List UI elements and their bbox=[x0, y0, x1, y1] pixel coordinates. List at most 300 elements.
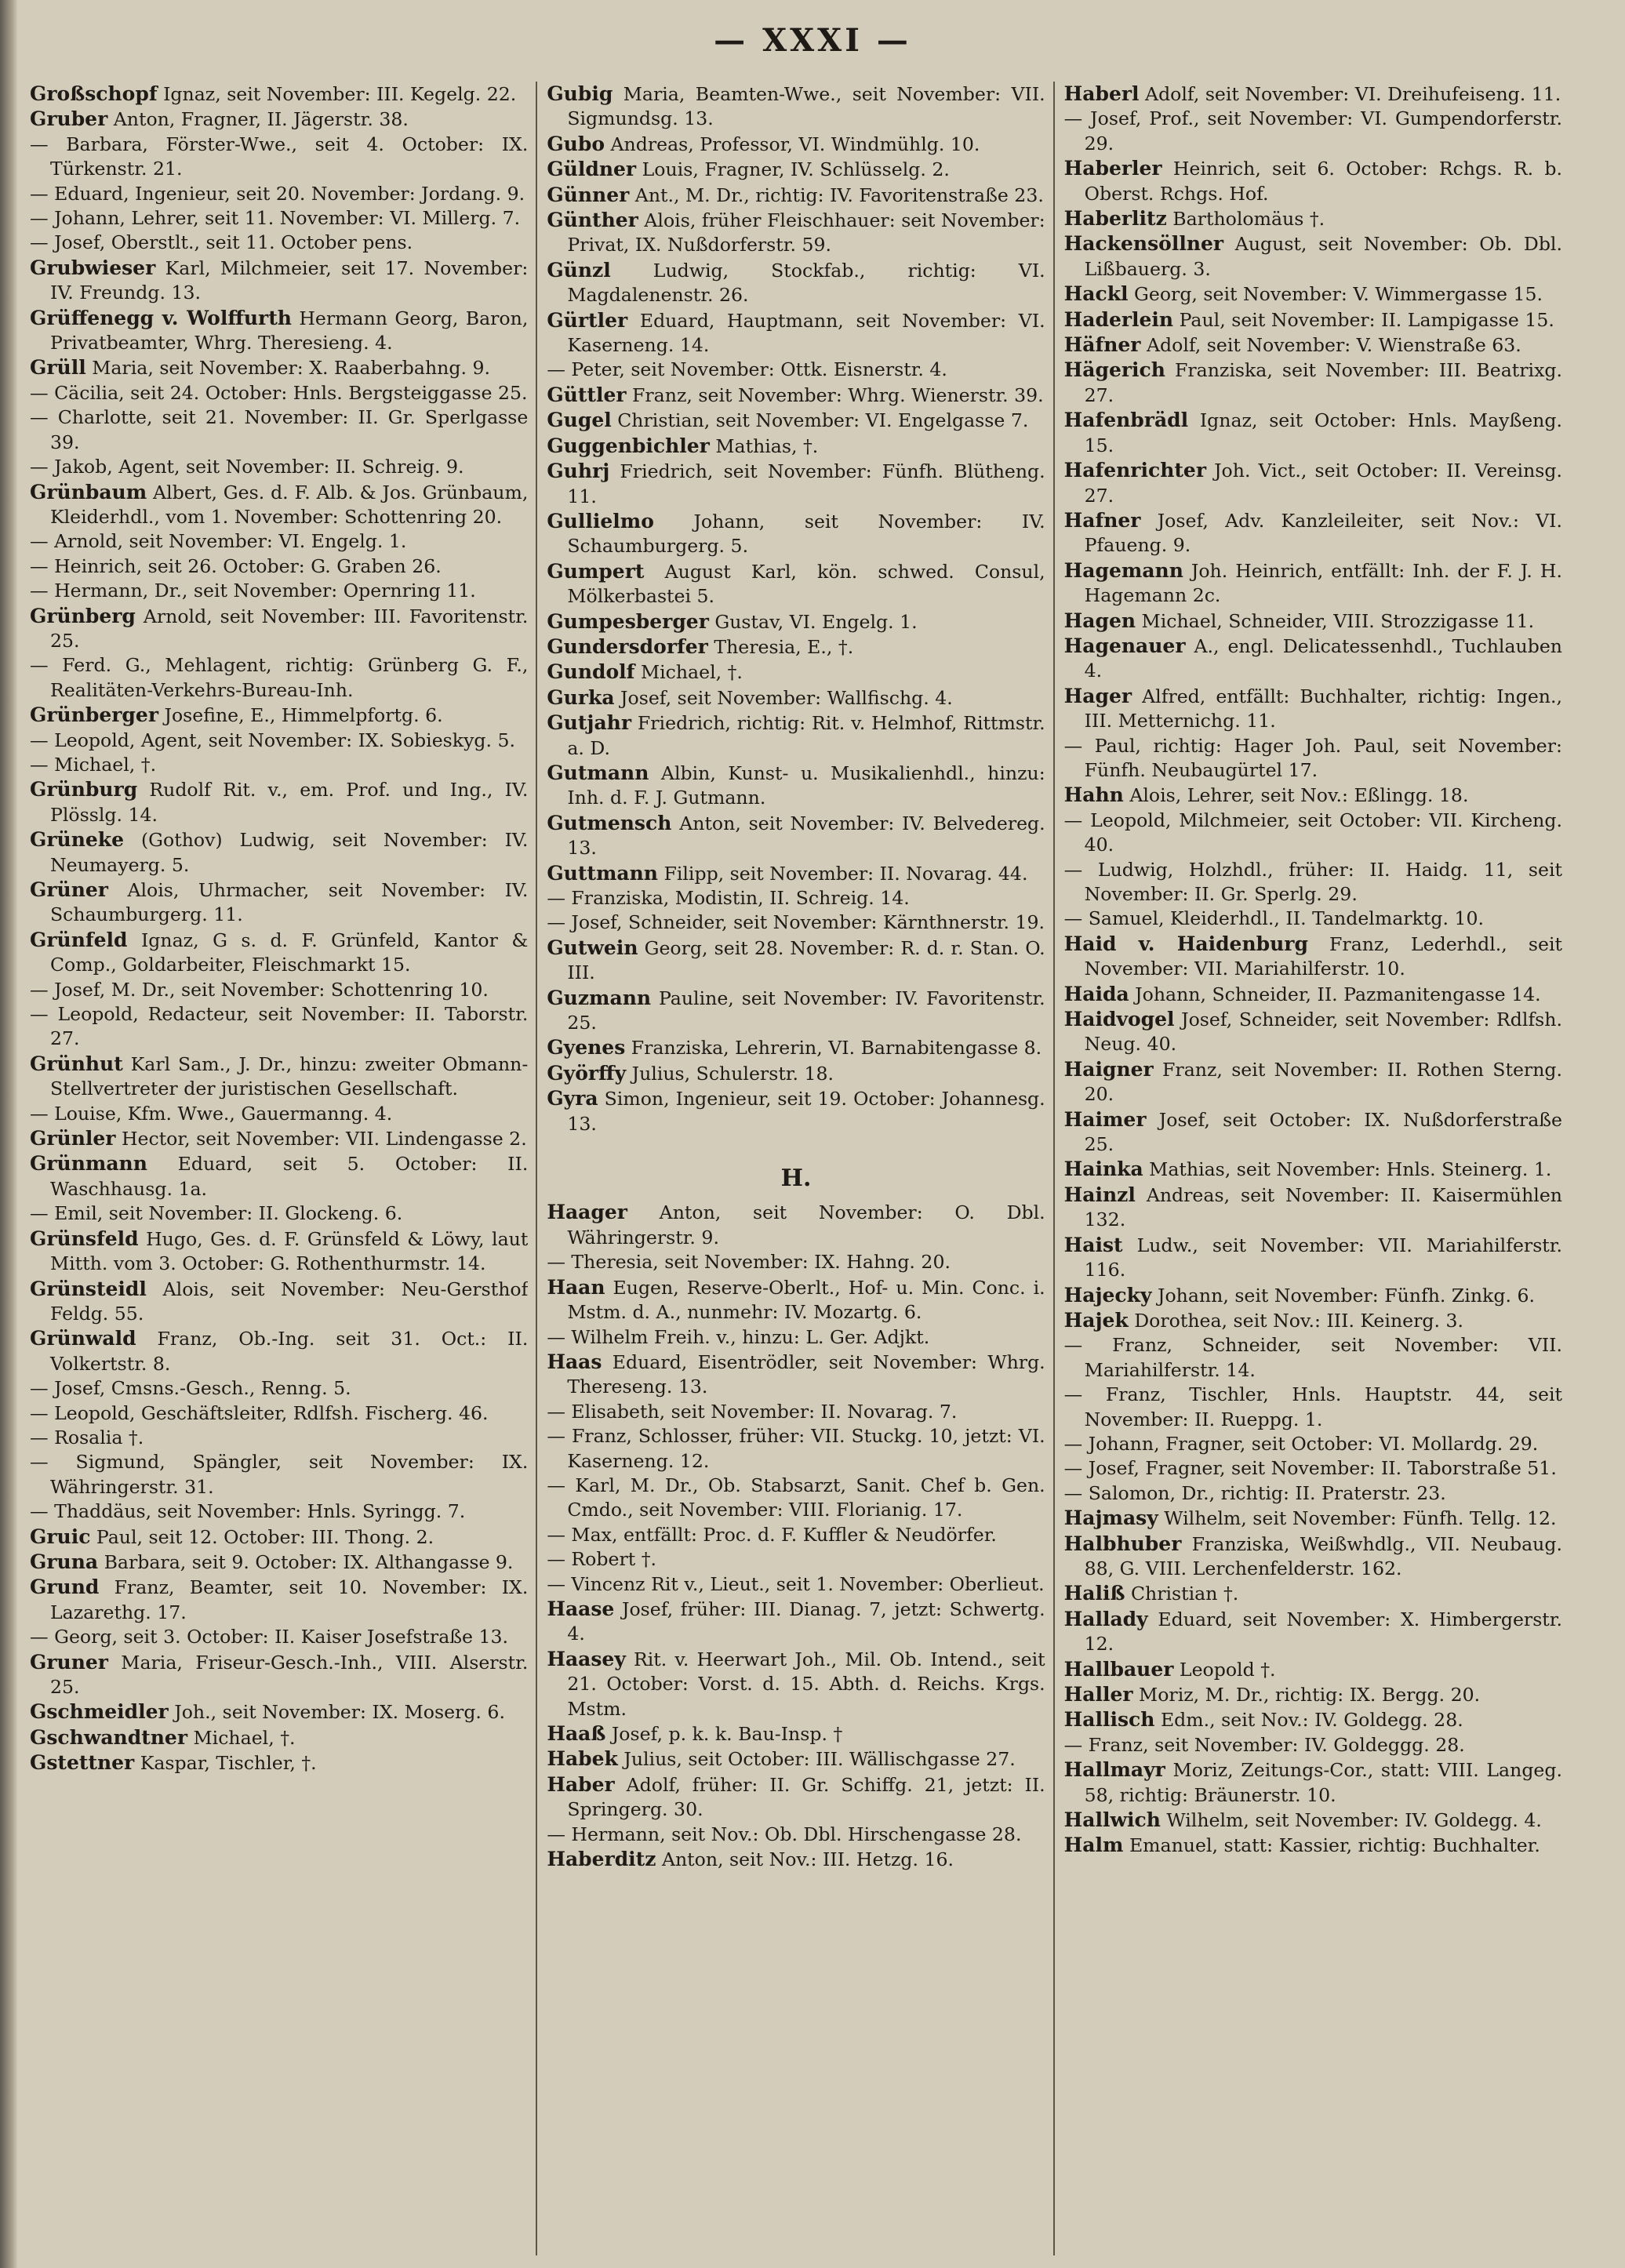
directory-entry bbox=[1063, 1456, 1562, 1481]
directory-entry bbox=[547, 1250, 1045, 1274]
entry-surname: Grünmann bbox=[30, 1152, 147, 1176]
entry-details: Anton, seit November: IV. Belvedereg. 13. bbox=[567, 812, 1045, 860]
entry-surname: Gundersdorfer bbox=[547, 634, 708, 658]
directory-entry bbox=[30, 1002, 529, 1052]
directory-entry bbox=[547, 383, 1045, 408]
entry-surname: Grünwald bbox=[30, 1327, 136, 1350]
entry-details: — Louise, Kfm. Wwe., Gauermanng. 4. bbox=[30, 1102, 393, 1125]
directory-entry bbox=[547, 1061, 1045, 1086]
directory-entry bbox=[547, 434, 1045, 459]
directory-entry bbox=[547, 358, 1045, 382]
entry-details: — Theresia, seit November: IX. Hahng. 20. bbox=[547, 1251, 951, 1274]
entry-details: — Franz, Schlosser, früher: VII. Stuckg. 10, jetzt: VI. Kaserneng. 12. bbox=[547, 1425, 1045, 1472]
entry-details: Alfred, entfällt: Buchhalter, richtig: Ingen., III. Metternichg. 11. bbox=[1084, 685, 1562, 732]
directory-entry bbox=[1063, 558, 1562, 609]
directory-entry bbox=[547, 761, 1045, 811]
entry-surname: Haigner bbox=[1063, 1057, 1154, 1081]
entry-details: Maria, Friseur-Gesch.-Inh., VIII. Alserstr. 25. bbox=[50, 1651, 529, 1698]
directory-entry bbox=[1063, 684, 1562, 734]
entry-details: Adolf, seit November: VI. Dreihufeiseng. 11. bbox=[1145, 83, 1561, 105]
entry-surname: Haberl bbox=[1063, 82, 1140, 105]
entry-details: — Peter, seit November: Ottk. Eisnerstr. 4. bbox=[547, 358, 947, 381]
section-heading: H. bbox=[780, 1165, 812, 1193]
entry-surname: Haase bbox=[547, 1597, 615, 1620]
directory-entry bbox=[547, 1200, 1045, 1250]
entry-details: Ludw., seit November: VII. Mariahilferstr. 116. bbox=[1084, 1234, 1562, 1281]
directory-entry bbox=[1063, 734, 1562, 783]
directory-entry bbox=[547, 1275, 1045, 1325]
directory-entry bbox=[30, 231, 528, 255]
directory-entry bbox=[547, 1474, 1045, 1523]
entry-details: Joh., seit November: IX. Moserg. 6. bbox=[174, 1701, 505, 1724]
directory-entry bbox=[30, 82, 528, 107]
entry-surname: Guggenbichler bbox=[547, 434, 710, 457]
entry-details: A., engl. Delicatessenhdl., Tuchlauben 4. bbox=[1084, 634, 1562, 682]
directory-entry bbox=[547, 82, 1045, 132]
directory-entry bbox=[1063, 1432, 1562, 1456]
directory-entry bbox=[1063, 1833, 1562, 1858]
entry-surname: Habek bbox=[547, 1747, 618, 1771]
entry-surname: Grüneke bbox=[30, 828, 125, 852]
directory-entry bbox=[1063, 783, 1562, 808]
column-1 bbox=[30, 82, 528, 2255]
entry-details: Franz, seit November: II. Rothen Sterng. 20. bbox=[1084, 1058, 1562, 1106]
entry-surname: Günther bbox=[547, 209, 638, 232]
entry-details: Josefine, E., Himmelpfortg. 6. bbox=[164, 704, 443, 727]
entry-surname: Großschopf bbox=[30, 82, 158, 105]
entry-details: Johann, Schneider, II. Pazmanitengasse 14. bbox=[1135, 983, 1541, 1005]
entry-details: Franz, seit November: Whrg. Wienerstr. 39. bbox=[632, 383, 1044, 406]
entry-surname: Hahn bbox=[1063, 783, 1124, 807]
entry-surname: Hallmayr bbox=[1063, 1758, 1165, 1782]
directory-entry bbox=[1063, 1607, 1562, 1657]
entry-details: Wilhelm, seit November: IV. Goldegg. 4. bbox=[1166, 1809, 1542, 1832]
entry-details: Josef, früher: III. Dianag. 7, jetzt: Schwertg. 4. bbox=[567, 1597, 1045, 1645]
directory-entry bbox=[30, 878, 529, 928]
entry-surname: Haberlitz bbox=[1063, 207, 1167, 231]
entry-details: Michael, Schneider, VIII. Strozzigasse 11. bbox=[1141, 609, 1535, 632]
entry-details: Hermann Georg, Baron, Privatbeamter, Whrg. Theresieng. 4. bbox=[50, 307, 529, 354]
entry-details: Albert, Ges. d. F. Alb. & Jos. Grünbaum, Kleiderhdl., vom 1. November: Schottenring 20. bbox=[50, 481, 529, 528]
entry-details: — Leopold, Geschäftsleiter, Rdlfsh. Fischerg. 46. bbox=[30, 1401, 489, 1424]
entry-details: — Sigmund, Spängler, seit November: IX. Währingerstr. 31. bbox=[30, 1451, 529, 1498]
entry-details: Gustav, VI. Engelg. 1. bbox=[714, 610, 918, 633]
entry-surname: Haimer bbox=[1063, 1107, 1147, 1131]
directory-entry bbox=[547, 157, 1045, 182]
directory-entry bbox=[547, 183, 1045, 208]
directory-entry bbox=[547, 811, 1045, 861]
entry-details: Franziska, Weißwhdlg., VII. Neubaug. 88, G. VIII. Lerchenfelderstr. 162. bbox=[1084, 1532, 1562, 1579]
entry-details: — Heinrich, seit 26. October: G. Graben 26. bbox=[30, 554, 442, 577]
directory-entry bbox=[30, 1401, 528, 1426]
entry-details: Moriz, Zeitungs-Cor., statt: VIII. Langeg. 58, richtig: Bräunerstr. 10. bbox=[1084, 1759, 1562, 1806]
entry-details: — Ludwig, Holzhdl., früher: II. Haidg. 11, seit November: II. Gr. Sperlg. 29. bbox=[1063, 858, 1562, 905]
entry-surname: Gubig bbox=[547, 82, 613, 105]
directory-entry bbox=[547, 1647, 1045, 1721]
entry-surname: Grünsfeld bbox=[30, 1227, 139, 1250]
entry-surname: Hafenrichter bbox=[1063, 459, 1207, 482]
directory-entry bbox=[30, 753, 528, 777]
entry-details: — Hermann, seit Nov.: Ob. Dbl. Hirschengasse 28. bbox=[547, 1823, 1022, 1845]
entry-details: Josef, Adv. Kanzleileiter, seit Nov.: VI. Pfaueng. 9. bbox=[1084, 509, 1562, 557]
entry-surname: Hallbauer bbox=[1063, 1657, 1174, 1681]
entry-details: Simon, Ingenieur, seit 19. October: Johannesg. 13. bbox=[567, 1088, 1045, 1135]
entry-surname: Haberditz bbox=[547, 1848, 656, 1871]
entry-details: Alois, Uhrmacher, seit November: IV. Schaumburgerg. 11. bbox=[50, 879, 529, 926]
entry-surname: Haberler bbox=[1063, 157, 1162, 180]
directory-entry bbox=[1063, 1107, 1562, 1158]
entry-details: Anton, seit Nov.: III. Hetzg. 16. bbox=[661, 1848, 954, 1871]
entry-details: — Max, entfällt: Proc. d. F. Kuffler & Neudörfer. bbox=[547, 1523, 997, 1546]
entry-details: Alois, Lehrer, seit Nov.: Eßlingg. 18. bbox=[1129, 784, 1469, 807]
directory-entry bbox=[1063, 907, 1562, 931]
directory-entry bbox=[1063, 634, 1562, 684]
entry-details: — Josef, M. Dr., seit November: Schottenring 10. bbox=[30, 978, 489, 1001]
entry-surname: Grubwieser bbox=[30, 256, 156, 279]
entry-surname: Haager bbox=[547, 1201, 627, 1224]
entry-details: — Charlotte, seit 21. November: II. Gr. Sperlgasse 39. bbox=[30, 406, 529, 453]
entry-surname: Gullielmo bbox=[547, 509, 654, 532]
entry-details: Michael, †. bbox=[193, 1726, 296, 1749]
entry-surname: Grüner bbox=[30, 878, 108, 901]
entry-details: — Franziska, Modistin, II. Schreig. 14. bbox=[547, 887, 910, 909]
entry-details: Ignaz, seit November: III. Kegelg. 22. bbox=[163, 83, 517, 105]
directory-entry bbox=[547, 1424, 1045, 1474]
entry-surname: Gutmann bbox=[547, 761, 649, 784]
entry-surname: Grüffenegg v. Wolffurth bbox=[30, 306, 292, 329]
entry-details: — Franz, seit November: IV. Goldeggg. 28. bbox=[1063, 1733, 1465, 1756]
entry-details: — Cäcilia, seit 24. October: Hnls. Bergsteiggasse 25. bbox=[30, 381, 528, 404]
entry-surname: Grünler bbox=[30, 1127, 116, 1150]
entry-details: Bartholomäus †. bbox=[1172, 208, 1325, 231]
entry-surname: Gubo bbox=[547, 132, 605, 155]
entry-details: Alois, früher Fleischhauer: seit November: Privat, IX. Nußdorferstr. 59. bbox=[567, 209, 1045, 256]
entry-details: — Robert †. bbox=[547, 1548, 657, 1571]
entry-surname: Gugel bbox=[547, 409, 612, 432]
entry-surname: Hackensöllner bbox=[1063, 232, 1224, 256]
directory-entry bbox=[547, 660, 1045, 685]
directory-entry bbox=[547, 861, 1045, 886]
directory-entry bbox=[547, 459, 1045, 509]
column-3 bbox=[1053, 82, 1562, 2255]
entry-surname: Györffy bbox=[547, 1061, 627, 1085]
entry-details: Josef, Schneider, seit November: Rdlfsh. Neug. 40. bbox=[1084, 1009, 1562, 1056]
entry-details: Franziska, seit November: III. Beatrixg. 27. bbox=[1084, 359, 1562, 406]
entry-details: Moriz, M. Dr., richtig: IX. Bergg. 20. bbox=[1139, 1684, 1481, 1706]
entry-surname: Grünbaum bbox=[30, 480, 147, 503]
directory-entry bbox=[30, 1126, 528, 1151]
entry-details: — Wilhelm Freih. v., hinzu: L. Ger. Adjkt. bbox=[547, 1325, 930, 1348]
directory-entry bbox=[1063, 1308, 1562, 1333]
directory-entry bbox=[1063, 1506, 1562, 1531]
directory-entry bbox=[1063, 1007, 1562, 1057]
entry-surname: Haliß bbox=[1063, 1582, 1125, 1605]
columns-container bbox=[30, 82, 1562, 2255]
directory-entry bbox=[547, 1523, 1045, 1547]
directory-entry bbox=[30, 1326, 529, 1376]
directory-entry bbox=[547, 559, 1045, 609]
directory-entry bbox=[30, 355, 528, 380]
entry-details: Josef, seit November: Wallfischg. 4. bbox=[620, 686, 953, 709]
entry-details: Andreas, seit November: II. Kaisermühlen 132. bbox=[1084, 1183, 1562, 1231]
directory-entry bbox=[1063, 1682, 1562, 1707]
entry-details: Andreas, Professor, VI. Windmühlg. 10. bbox=[610, 133, 980, 155]
directory-entry bbox=[1063, 1808, 1562, 1833]
entry-details: (Gothov) Ludwig, seit November: IV. Neumayerg. 5. bbox=[50, 829, 529, 876]
entry-surname: Haller bbox=[1063, 1683, 1133, 1706]
directory-entry bbox=[547, 609, 1045, 634]
entry-surname: Haist bbox=[1063, 1233, 1123, 1256]
entry-details: Ignaz, G s. d. F. Grünfeld, Kantor & Comp., Goldarbeiter, Fleischmarkt 15. bbox=[50, 929, 529, 976]
directory-entry bbox=[547, 1350, 1045, 1400]
directory-entry bbox=[547, 1823, 1045, 1847]
directory-entry bbox=[30, 604, 529, 654]
directory-entry bbox=[30, 133, 529, 182]
directory-entry bbox=[30, 1575, 529, 1625]
entry-details: Leopold †. bbox=[1179, 1658, 1276, 1681]
entry-surname: Haber bbox=[547, 1772, 615, 1796]
entry-details: — Salomon, Dr., richtig: II. Praterstr. 23. bbox=[1063, 1481, 1446, 1504]
entry-surname: Halm bbox=[1063, 1834, 1124, 1857]
entry-details: Friedrich, seit November: Fünfh. Blütheng. 11. bbox=[567, 460, 1045, 507]
directory-entry bbox=[30, 1277, 529, 1327]
entry-details: Franz, Lederhdl., seit November: VII. Mariahilferstr. 10. bbox=[1084, 932, 1562, 980]
directory-entry bbox=[30, 928, 529, 978]
directory-entry bbox=[30, 554, 528, 579]
entry-details: Dorothea, seit Nov.: III. Keinerg. 3. bbox=[1134, 1309, 1463, 1332]
directory-entry bbox=[547, 910, 1045, 935]
directory-entry bbox=[30, 256, 529, 306]
entry-surname: Grünsteidl bbox=[30, 1277, 147, 1300]
entry-surname: Hager bbox=[1063, 684, 1132, 707]
entry-surname: Grünfeld bbox=[30, 928, 128, 951]
entry-details: — Paul, richtig: Hager Joh. Paul, seit November: Fünfh. Neubaugürtel 17. bbox=[1063, 734, 1562, 781]
entry-surname: Gschmeidler bbox=[30, 1700, 169, 1724]
entry-surname: Grünberg bbox=[30, 604, 136, 627]
entry-surname: Günzl bbox=[547, 258, 611, 282]
entry-details: Maria, Beamten-Wwe., seit November: VII. Sigmundsg. 13. bbox=[567, 83, 1045, 130]
directory-entry bbox=[547, 1086, 1045, 1136]
entry-surname: Gruber bbox=[30, 107, 108, 131]
entry-details: Louis, Fragner, IV. Schlüsselg. 2. bbox=[642, 158, 950, 181]
directory-entry bbox=[547, 1847, 1045, 1872]
entry-surname: Guhrj bbox=[547, 460, 610, 483]
entry-details: — Eduard, Ingenieur, seit 20. November: Jordang. 9. bbox=[30, 182, 525, 205]
entry-surname: Hainka bbox=[1063, 1158, 1143, 1181]
entry-details: Adolf, seit November: V. Wienstraße 63. bbox=[1146, 334, 1521, 357]
entry-details: — Franz, Tischler, Hnls. Hauptstr. 44, seit November: II. Rueppg. 1. bbox=[1063, 1383, 1562, 1430]
directory-entry bbox=[1063, 408, 1562, 458]
entry-details: Albin, Kunst- u. Musikalienhdl., hinzu: Inh. d. F. J. Gutmann. bbox=[567, 761, 1045, 809]
directory-entry bbox=[30, 653, 529, 703]
directory-entry bbox=[1063, 1707, 1562, 1732]
directory-entry bbox=[30, 1450, 529, 1499]
directory-entry bbox=[547, 1325, 1045, 1350]
directory-entry bbox=[1063, 1283, 1562, 1308]
directory-entry bbox=[30, 1376, 528, 1401]
entry-surname: Hägerich bbox=[1063, 358, 1165, 382]
directory-entry bbox=[30, 455, 528, 479]
directory-entry bbox=[547, 208, 1045, 258]
entry-details: Rit. v. Heerwart Joh., Mil. Ob. Intend., seit 21. October: Vorst. d. 15. Abth. d. Reichs. Krgs. Mstm. bbox=[567, 1648, 1045, 1720]
directory-entry bbox=[30, 1227, 529, 1277]
entry-details: Johann, seit November: Fünfh. Zinkg. 6. bbox=[1158, 1284, 1535, 1307]
entry-surname: Häfner bbox=[1063, 333, 1141, 357]
directory-entry bbox=[30, 1201, 528, 1226]
entry-details: Karl, Milchmeier, seit 17. November: IV. Freundg. 13. bbox=[50, 256, 529, 304]
directory-entry bbox=[1063, 858, 1562, 907]
directory-entry bbox=[1063, 82, 1562, 107]
entry-surname: Guttmann bbox=[547, 861, 658, 885]
entry-surname: Hagemann bbox=[1063, 558, 1183, 582]
directory-entry bbox=[547, 132, 1045, 157]
entry-surname: Hajek bbox=[1063, 1308, 1129, 1332]
entry-details: Christian †. bbox=[1130, 1583, 1239, 1605]
entry-details: Mathias, †. bbox=[715, 434, 819, 457]
entry-details: Rudolf Rit. v., em. Prof. und Ing., IV. Plösslg. 14. bbox=[50, 779, 529, 826]
entry-surname: Gyenes bbox=[547, 1036, 626, 1059]
entry-details: Michael, †. bbox=[640, 661, 743, 684]
entry-details: Heinrich, seit 6. October: Rchgs. R. b. Oberst. Rchgs. Hof. bbox=[1084, 158, 1562, 205]
directory-entry bbox=[547, 258, 1045, 308]
directory-entry bbox=[1063, 1157, 1562, 1182]
entry-details: — Josef, Cmsns.-Gesch., Renng. 5. bbox=[30, 1377, 351, 1400]
directory-entry bbox=[547, 1597, 1045, 1647]
directory-entry bbox=[30, 1550, 528, 1575]
directory-entry bbox=[30, 1102, 528, 1126]
entry-details: — Leopold, Agent, seit November: IX. Sobieskyg. 5. bbox=[30, 729, 516, 751]
entry-surname: Hackl bbox=[1063, 282, 1129, 306]
entry-surname: Gurka bbox=[547, 685, 615, 709]
directory-entry bbox=[30, 703, 528, 728]
entry-details: — Leopold, Milchmeier, seit October: VII. Kircheng. 40. bbox=[1063, 809, 1562, 856]
entry-details: Georg, seit November: V. Wimmergasse 15. bbox=[1134, 283, 1543, 306]
entry-surname: Hallisch bbox=[1063, 1708, 1155, 1732]
directory-entry bbox=[30, 480, 529, 530]
entry-details: Pauline, seit November: IV. Favoritenstr. 25. bbox=[567, 987, 1045, 1034]
directory-entry bbox=[30, 729, 528, 753]
entry-details: Eduard, seit November: X. Himbergerstr. 12. bbox=[1084, 1608, 1562, 1656]
entry-surname: Grüll bbox=[30, 356, 86, 380]
entry-details: — Jakob, Agent, seit November: II. Schreig. 9. bbox=[30, 456, 464, 478]
directory-entry bbox=[1063, 932, 1562, 982]
entry-surname: Haasey bbox=[547, 1647, 626, 1670]
entry-details: Mathias, seit November: Hnls. Steinerg. 1. bbox=[1149, 1158, 1552, 1181]
entry-surname: Gyra bbox=[547, 1087, 598, 1110]
directory-entry bbox=[30, 777, 529, 827]
entry-details: Karl Sam., J. Dr., hinzu: zweiter Obmann-Stellvertreter der juristischen Gesellschaft. bbox=[50, 1052, 529, 1100]
entry-surname: Grünberger bbox=[30, 703, 158, 727]
entry-details: Eugen, Reserve-Oberlt., Hof- u. Min. Conc. i. Mstm. d. A., nunmehr: IV. Mozartg. 6. bbox=[567, 1276, 1045, 1324]
entry-details: Eduard, Hauptmann, seit November: VI. Kaserneng. 14. bbox=[567, 309, 1045, 357]
directory-entry bbox=[30, 1151, 529, 1201]
directory-entry bbox=[1063, 809, 1562, 858]
entry-details: Franz, Beamter, seit 10. November: IX. Lazarethg. 17. bbox=[50, 1576, 529, 1623]
entry-details: Kaspar, Tischler, †. bbox=[140, 1752, 317, 1775]
entry-surname: Hagen bbox=[1063, 609, 1136, 632]
entry-details: Hector, seit November: VII. Lindengasse 2. bbox=[121, 1128, 527, 1150]
entry-surname: Haidvogel bbox=[1063, 1008, 1175, 1031]
entry-details: Edm., seit Nov.: IV. Goldegg. 28. bbox=[1160, 1709, 1463, 1732]
entry-surname: Grund bbox=[30, 1576, 100, 1599]
directory-entry bbox=[30, 1625, 528, 1649]
entry-surname: Hajmasy bbox=[1063, 1507, 1158, 1530]
entry-surname: Gundolf bbox=[547, 660, 635, 684]
directory-entry bbox=[30, 827, 529, 878]
directory-entry bbox=[1063, 1757, 1562, 1808]
entry-details: — Georg, seit 3. October: II. Kaiser Josefstraße 13. bbox=[30, 1626, 509, 1648]
entry-surname: Haaß bbox=[547, 1722, 606, 1745]
entry-details: Filipp, seit November: II. Novarag. 44. bbox=[663, 862, 1028, 885]
entry-surname: Güttler bbox=[547, 383, 627, 406]
entry-surname: Hafner bbox=[1063, 508, 1141, 532]
entry-surname: Haan bbox=[547, 1275, 605, 1299]
directory-entry bbox=[1063, 282, 1562, 307]
entry-details: Ignaz, seit October: Hnls. Mayßeng. 15. bbox=[1084, 409, 1562, 456]
entry-details: — Vincenz Rit v., Lieut., seit 1. November: Oberlieut. bbox=[547, 1572, 1045, 1595]
directory-entry bbox=[547, 1400, 1045, 1424]
entry-surname: Güldner bbox=[547, 158, 637, 181]
entry-details: Arnold, seit November: III. Favoritenstr. 25. bbox=[50, 605, 529, 652]
entry-details: — Franz, Schneider, seit November: VII. Mariahilferstr. 14. bbox=[1063, 1334, 1562, 1381]
directory-entry bbox=[1063, 1057, 1562, 1107]
directory-entry bbox=[30, 1052, 529, 1102]
entry-details: Alois, seit November: Neu-Gersthof Feldg. 55. bbox=[50, 1278, 529, 1325]
entry-details: Eduard, seit 5. October: II. Waschhausg. 1a. bbox=[50, 1153, 529, 1200]
entry-details: Paul, seit November: II. Lampigasse 15. bbox=[1179, 308, 1554, 331]
entry-details: — Rosalia †. bbox=[30, 1426, 144, 1448]
directory-entry bbox=[30, 107, 528, 132]
entry-details: Christian, seit November: VI. Engelgasse 7. bbox=[617, 409, 1029, 432]
entry-surname: Günner bbox=[547, 183, 630, 206]
entry-details: — Ferd. G., Mehlagent, richtig: Grünberg G. F., Realitäten-Verkehrs-Bureau-Inh. bbox=[30, 654, 529, 701]
entry-surname: Gstettner bbox=[30, 1751, 135, 1775]
entry-details: Maria, seit November: X. Raaberbahng. 9. bbox=[92, 357, 490, 380]
entry-details: Franz, Ob.-Ing. seit 31. Oct.: II. Volkertstr. 8. bbox=[50, 1328, 529, 1375]
entry-details: Josef, p. k. k. Bau-Insp. † bbox=[611, 1723, 843, 1745]
entry-details: Georg, seit 28. November: R. d. r. Stan. O. III. bbox=[567, 936, 1045, 984]
entry-details: — Michael, †. bbox=[30, 753, 157, 776]
entry-details: — Thaddäus, seit November: Hnls. Syringg. 7. bbox=[30, 1500, 466, 1523]
directory-entry bbox=[547, 936, 1045, 986]
directory-entry bbox=[30, 1525, 528, 1550]
entry-details: Joh. Heinrich, entfällt: Inh. der F. J. H. Hagemann 2c. bbox=[1084, 559, 1562, 607]
directory-entry bbox=[547, 1547, 1045, 1572]
entry-details: — Josef, Schneider, seit November: Kärnthnerstr. 19. bbox=[547, 911, 1045, 934]
entry-details: — Josef, Prof., seit November: VI. Gumpendorferstr. 29. bbox=[1063, 107, 1562, 154]
entry-surname: Gumpert bbox=[547, 559, 645, 583]
directory-entry bbox=[547, 634, 1045, 660]
entry-surname: Haida bbox=[1063, 982, 1129, 1005]
directory-entry bbox=[30, 1426, 528, 1450]
directory-entry bbox=[547, 308, 1045, 358]
entry-surname: Hainzl bbox=[1063, 1183, 1136, 1206]
entry-details: Joh. Vict., seit October: II. Vereinsg. 27. bbox=[1084, 460, 1562, 507]
entry-details: — Arnold, seit November: VI. Engelg. 1. bbox=[30, 530, 407, 553]
directory-entry bbox=[1063, 1233, 1562, 1283]
entry-details: Adolf, früher: II. Gr. Schiffg. 21, jetzt: II. Springerg. 30. bbox=[567, 1773, 1045, 1821]
entry-details: August Karl, kön. schwed. Consul, Mölkerbastei 5. bbox=[567, 560, 1045, 608]
directory-entry bbox=[547, 886, 1045, 910]
entry-surname: Hallady bbox=[1063, 1607, 1148, 1630]
directory-entry bbox=[1063, 458, 1562, 508]
entry-details: — Emil, seit November: II. Glockeng. 6. bbox=[30, 1202, 403, 1225]
entry-details: — Johann, Fragner, seit October: VI. Mollardg. 29. bbox=[1063, 1432, 1539, 1455]
directory-entry bbox=[1063, 307, 1562, 333]
directory-entry bbox=[1063, 231, 1562, 282]
entry-details: Anton, seit November: O. Dbl. Währingerstr. 9. bbox=[567, 1201, 1045, 1248]
entry-details: Johann, seit November: IV. Schaumburgerg. 5. bbox=[567, 510, 1045, 558]
